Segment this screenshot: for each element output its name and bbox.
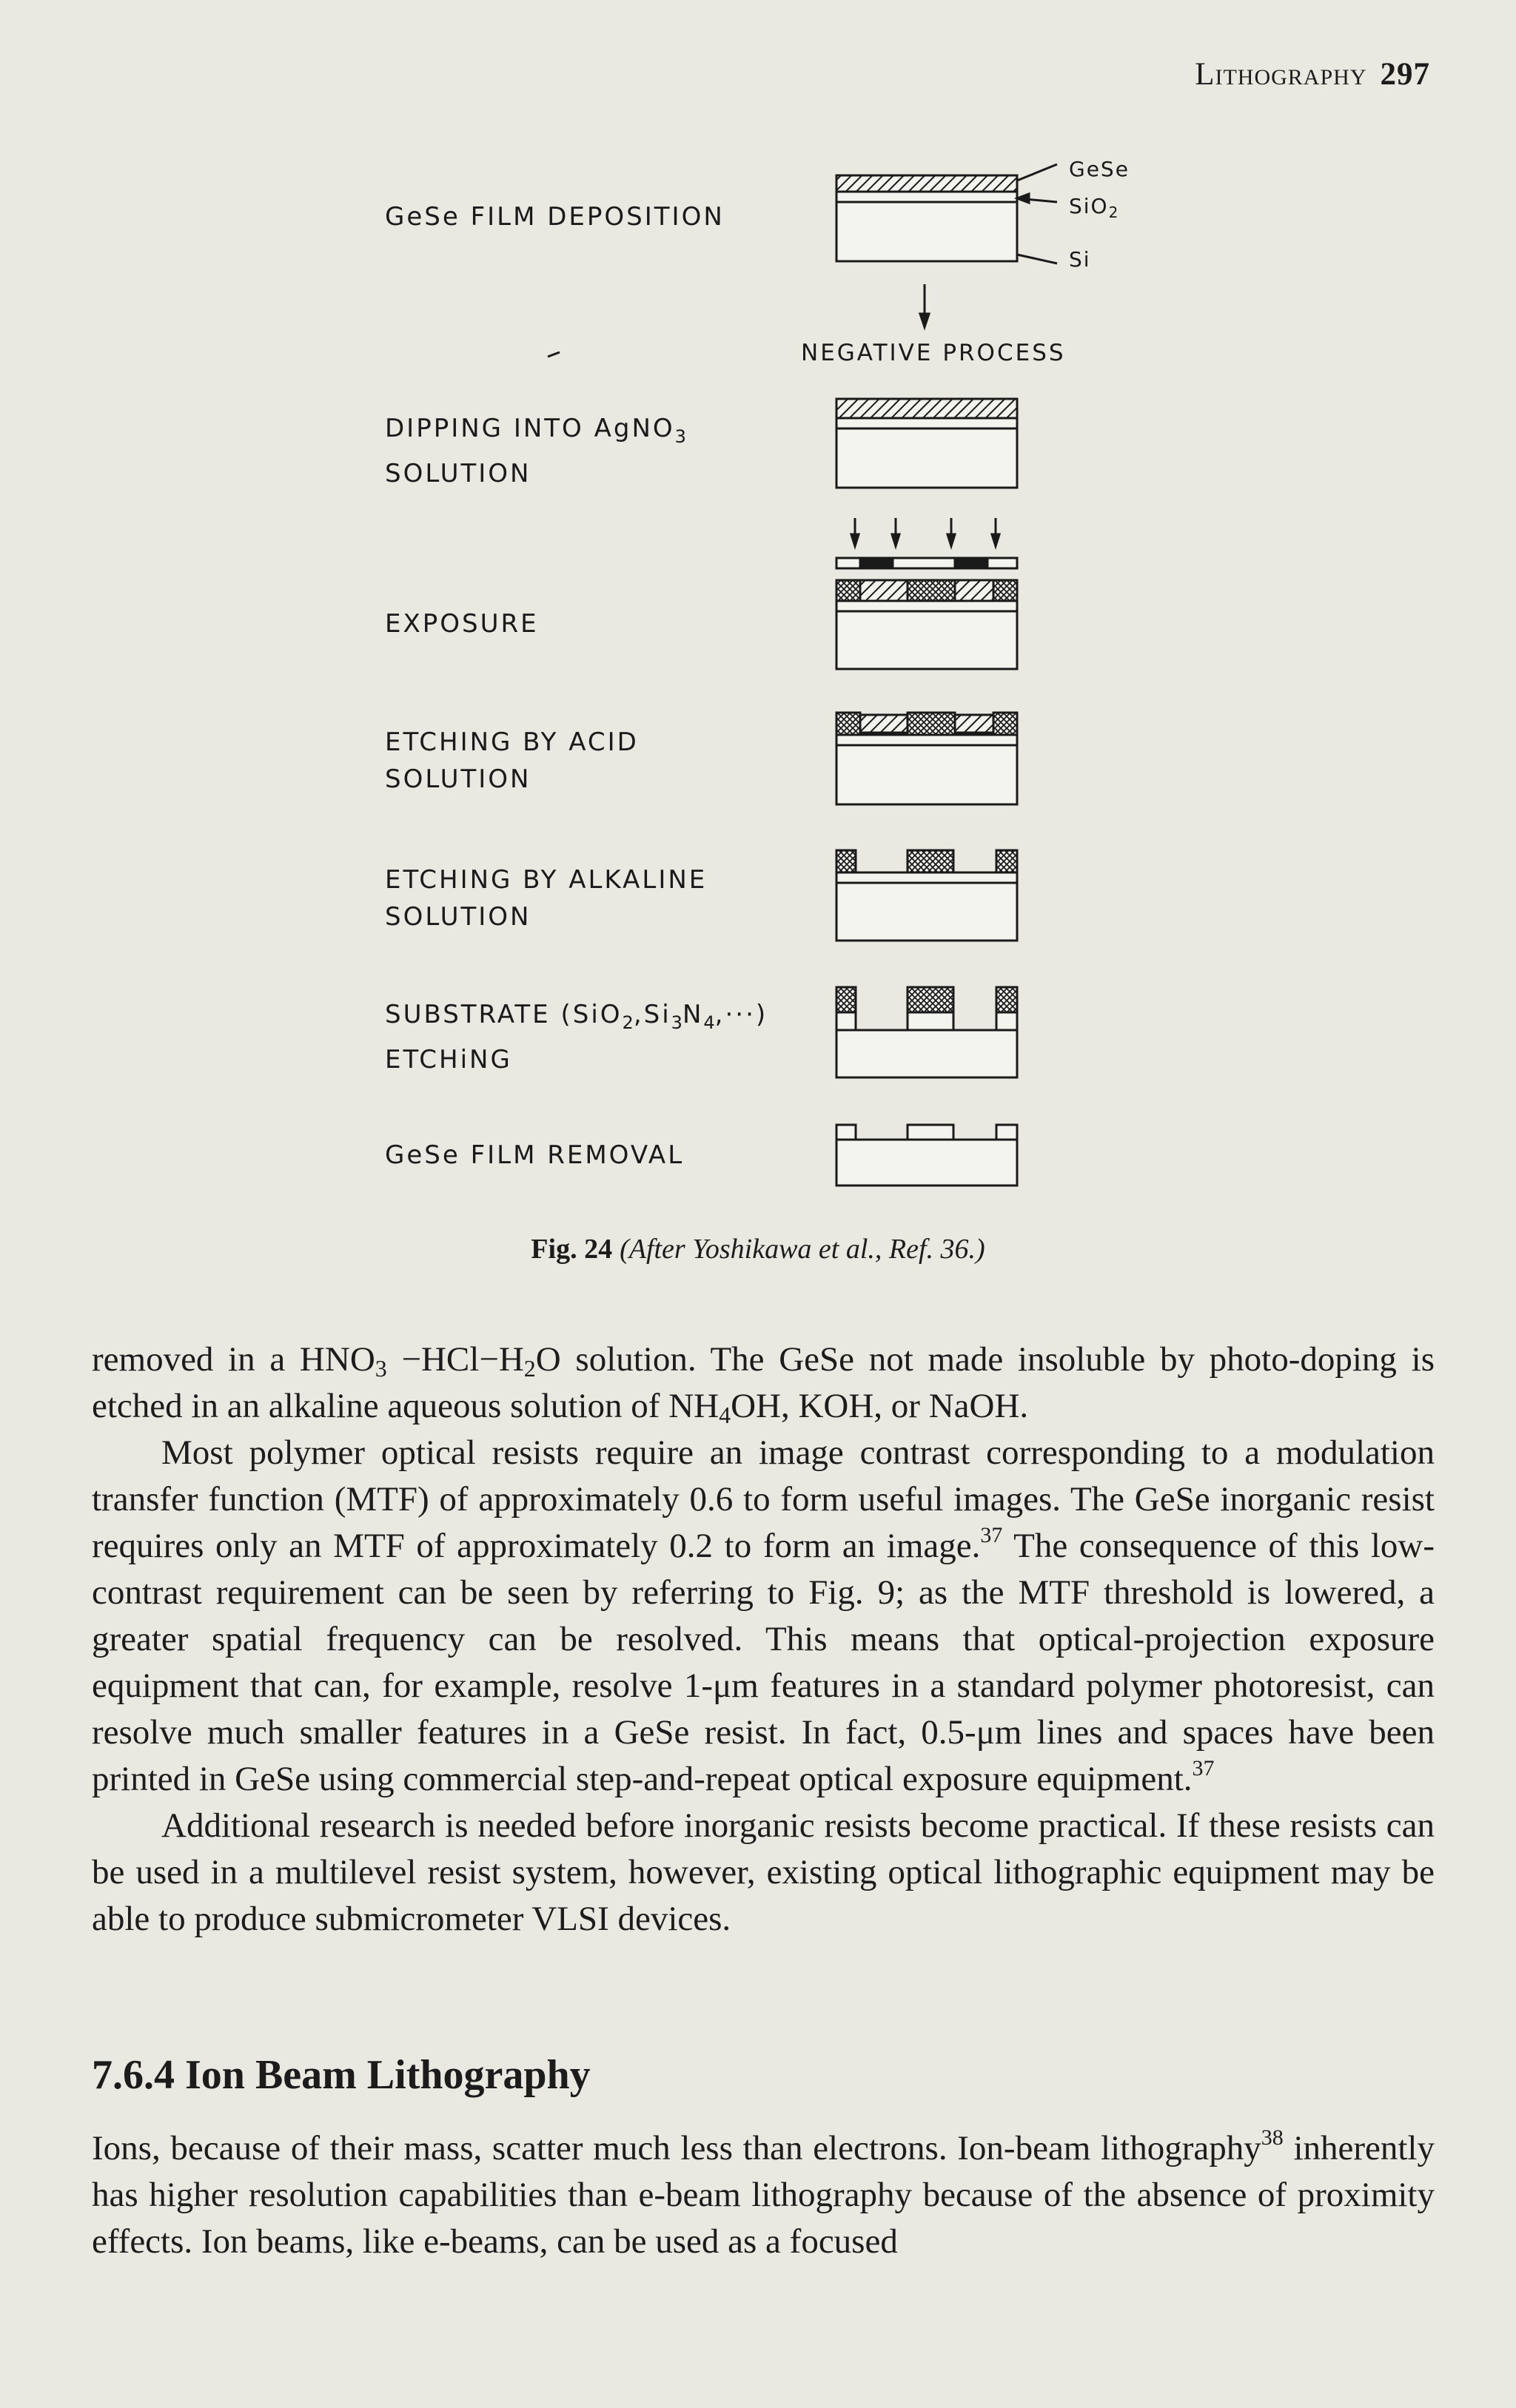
stack-alkaline-etch <box>836 850 1017 941</box>
step-substrate-etch: SUBSTRATE $(SiO_2,Si_3N_4,\cdot\cdot\cdot)$ ETCHiNG <box>385 1000 768 1074</box>
stack-substrate-etch <box>836 987 1017 1077</box>
figure-citation: (After Yoshikawa et al., Ref. 36.) <box>620 1234 985 1265</box>
step-exposure: EXPOSURE <box>385 609 539 639</box>
photomask <box>836 558 1017 568</box>
body-text-upper <box>92 1336 1435 1943</box>
stack-acid-etch <box>836 713 1017 804</box>
arrow-down-icon <box>920 284 929 327</box>
figure-number: Fig. 24 <box>531 1234 613 1265</box>
stack-gese-deposition <box>836 164 1057 263</box>
step-gese-deposition: GeSe FILM DEPOSITION <box>385 202 725 232</box>
layer-label-gese: GeSe <box>1069 157 1130 181</box>
stack-dipping <box>836 399 1017 488</box>
paragraph-3: Additional research is needed before inorganic resists become practical. If these resists can be used in a multilevel resist system, however, existing optical lithographic equipment may be able to produce submicrometer VLSI devices. <box>92 1806 1435 1938</box>
reference-37b: 37 <box>1192 1756 1215 1780</box>
step-alkaline-etch: ETCHING BY ALKALINE SOLUTION <box>385 865 708 932</box>
figure-caption <box>0 1233 1516 1265</box>
layer-label-si: Si <box>1069 247 1091 272</box>
layer-label-sio2: SiO$_2$ <box>1069 194 1118 221</box>
step-dipping: DIPPING INTO AgNO$_3$ SOLUTION <box>385 414 686 488</box>
reference-37: 37 <box>980 1523 1003 1547</box>
reference-38: 38 <box>1261 2125 1284 2150</box>
stack-exposure <box>836 580 1017 669</box>
page-number: 297 <box>1380 57 1430 92</box>
paragraph-4: Ions, because of their mass, scatter much less than electrons. Ion-beam lithography$^{38}$ inherently has higher resolution capabilities than e-beam lithography because of the absence of proximity effects. Ion beams, like e-beams, can be used as a focused <box>92 2125 1435 2261</box>
section-heading: 7.6.4 Ion Beam Lithography <box>92 2052 591 2098</box>
chapter-title: Lithography <box>1195 57 1367 92</box>
paragraph-2: Most polymer optical resists require an image contrast corresponding to a modulation transfer function (MTF) of approximately 0.6 to form useful images. The GeSe inorganic resist requires only an MTF of approximately 0.2 to form an image.$^{37}$ The consequence of this low-contrast requirement can be seen by referring to Fig. 9; as the MTF threshold is lowered, a greater spatial frequency can be resolved. This means that optical-projection exposure equipment that can, for example, resolve 1-μm features in a standard polymer photoresist, can resolve much smaller features in a GeSe resist. In fact, 0.5-μm lines and spaces have been printed in GeSe using commercial step-and-repeat optical exposure equipment.$^{37}$ <box>92 1433 1435 1798</box>
step-acid-etch: ETCHING BY ACID SOLUTION <box>385 727 639 794</box>
exposure-arrows-icon <box>851 518 999 546</box>
stack-film-removal <box>836 1125 1017 1185</box>
step-film-removal: GeSe FILM REMOVAL <box>385 1140 685 1170</box>
paragraph-1: removed in a $HNO_3 -HCl-H_2O$ solution. The GeSe not made insoluble by photo-doping is etched in an alkaline aqueous solution of $NH_4OH$, KOH, or NaOH. <box>92 1340 1435 1428</box>
negative-process-label: NEGATIVE PROCESS <box>801 340 1066 366</box>
body-text-lower <box>92 2125 1435 2265</box>
